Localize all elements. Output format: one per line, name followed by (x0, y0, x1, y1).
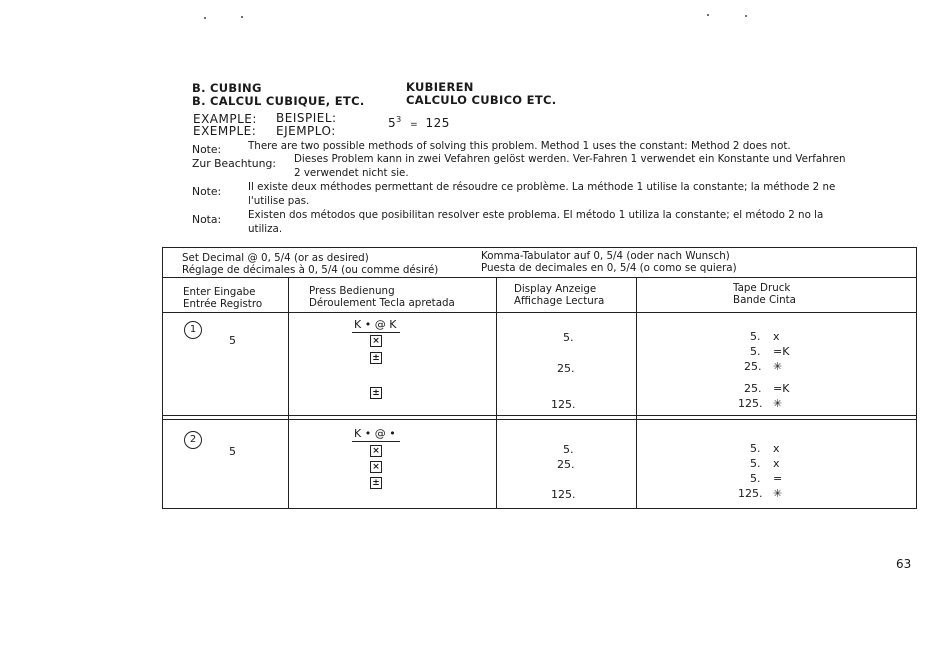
tape-value: 5. (750, 457, 761, 470)
tape-value: 25. (744, 360, 762, 373)
section-title-de: KUBIEREN (406, 80, 474, 94)
scan-speck (241, 16, 243, 18)
row-divider (163, 277, 916, 278)
header-press-1: Press Bedienung (309, 285, 395, 297)
note-text-fr-2: l'utilise pas. (248, 195, 310, 207)
note-label-fr: Note: (192, 185, 222, 198)
column-divider (496, 277, 497, 508)
note-text-en: There are two possible methods of solving this problem. Method 1 uses the constant: Method 2 does not. (248, 140, 791, 152)
tape-symbol: x (773, 457, 780, 470)
section-title-en: B. CUBING (192, 81, 262, 95)
tape-value: 5. (750, 345, 761, 358)
tape-symbol: =K (773, 345, 790, 358)
display-value: 25. (557, 458, 575, 471)
note-label-en: Note: (192, 143, 222, 156)
note-text-es-1: Existen dos métodos que posibilitan resolver este problema. El método 1 utiliza la constante; el método 2 no la (248, 209, 824, 221)
section-title-es: CALCULO CUBICO ETC. (406, 93, 557, 107)
tape-symbol: ✳ (773, 397, 783, 410)
note-text-fr-1: Il existe deux méthodes permettant de résoudre ce problème. La méthode 1 utilise la constante; la méthode 2 ne (248, 181, 836, 193)
example-label-de: BEISPIEL: (276, 111, 337, 125)
setting-left-1: Set Decimal @ 0, 5/4 (or as desired) (182, 252, 369, 264)
header-tape-1: Tape Druck (733, 282, 791, 294)
example-label-fr: EXEMPLE: (193, 124, 257, 138)
setting-right-1: Komma-Tabulator auf 0, 5/4 (oder nach Wunsch) (481, 250, 730, 262)
example-exponent: 3 (396, 115, 402, 124)
tape-value: 125. (738, 487, 763, 500)
tape-symbol: x (773, 330, 780, 343)
multiply-key-icon: × (370, 335, 382, 347)
method-divider (163, 415, 916, 416)
display-value: 125. (551, 488, 576, 501)
example-label-es: EJEMPLO: (276, 124, 336, 138)
header-press-2: Déroulement Tecla apretada (309, 297, 455, 309)
example-result: 125 (425, 116, 450, 130)
example-equals: = (410, 120, 419, 130)
multiply-key-icon: × (370, 461, 382, 473)
method-setting: K • @ • (354, 427, 396, 440)
note-label-es: Nota: (192, 213, 222, 226)
method-number-badge: 2 (184, 431, 202, 449)
row-divider (163, 312, 916, 313)
example-label-en: EXAMPLE: (193, 112, 257, 126)
method-divider (163, 419, 916, 420)
display-value: 125. (551, 398, 576, 411)
method-setting: K • @ K (354, 318, 397, 331)
note-text-de-1: Dieses Problem kann in zwei Vefahren gelöst werden. Ver-Fahren 1 verwendet ein Konstante und Verfahren (294, 153, 846, 165)
tape-symbol: ✳ (773, 487, 783, 500)
display-value: 25. (557, 362, 575, 375)
tape-value: 5. (750, 442, 761, 455)
note-label-de: Zur Beachtung: (192, 157, 276, 170)
display-value: 5. (563, 331, 574, 344)
plus-minus-key-icon: ± (370, 477, 382, 489)
plus-minus-key-icon: ± (370, 352, 382, 364)
setting-left-2: Réglage de décimales à 0, 5/4 (ou comme désiré) (182, 264, 439, 276)
page-number: 63 (896, 557, 912, 571)
header-tape-2: Bande Cinta (733, 294, 796, 306)
setting-underline (352, 332, 400, 333)
example-formula (388, 115, 450, 130)
scan-speck (745, 15, 747, 17)
header-display-1: Display Anzeige (514, 283, 597, 295)
scan-speck (204, 17, 206, 19)
header-display-2: Affichage Lectura (514, 295, 605, 307)
column-divider (288, 277, 289, 508)
tape-value: 25. (744, 382, 762, 395)
header-enter-2: Entrée Registro (183, 298, 263, 310)
header-enter-1: Enter Eingabe (183, 286, 256, 298)
display-value: 5. (563, 443, 574, 456)
tape-symbol: = (773, 472, 783, 485)
method-enter-value: 5 (229, 445, 236, 458)
multiply-key-icon: × (370, 445, 382, 457)
method-number-badge: 1 (184, 321, 202, 339)
column-divider (636, 277, 637, 508)
note-text-de-2: 2 verwendet nicht sie. (294, 167, 409, 179)
tape-value: 5. (750, 330, 761, 343)
tape-value: 5. (750, 472, 761, 485)
example-base: 5 (388, 116, 397, 130)
tape-symbol: x (773, 442, 780, 455)
note-text-es-2: utiliza. (248, 223, 283, 235)
scan-speck (707, 14, 709, 16)
tape-value: 125. (738, 397, 763, 410)
method-enter-value: 5 (229, 334, 236, 347)
tape-symbol: ✳ (773, 360, 783, 373)
procedure-table (162, 247, 917, 509)
tape-symbol: =K (773, 382, 790, 395)
section-title-fr: B. CALCUL CUBIQUE, ETC. (192, 94, 365, 108)
plus-minus-key-icon: ± (370, 387, 382, 399)
setting-underline (352, 441, 400, 442)
setting-right-2: Puesta de decimales en 0, 5/4 (o como se quiera) (481, 262, 737, 274)
